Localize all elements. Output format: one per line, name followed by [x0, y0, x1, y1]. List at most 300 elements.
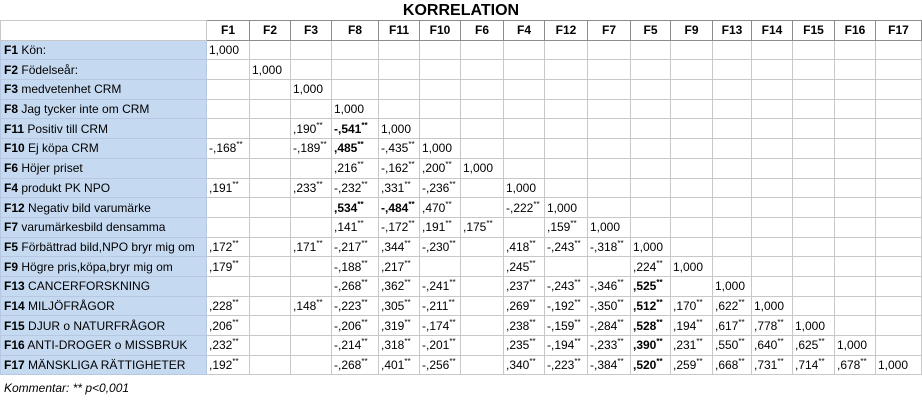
cell-value: ,390 [633, 338, 657, 353]
column-header: F10 [420, 21, 461, 41]
cell-value: 1,000 [463, 161, 494, 176]
table-cell [291, 355, 332, 375]
table-cell [420, 99, 461, 119]
cell-value: 1,000 [506, 180, 537, 195]
table-cell [207, 316, 250, 336]
table-cell [291, 40, 332, 60]
table-cell [545, 80, 588, 100]
row-code: F12 [4, 200, 25, 215]
table-cell [250, 217, 291, 237]
cell-value: ,206 [209, 318, 233, 333]
table-cell [379, 158, 420, 178]
table-cell [793, 276, 835, 296]
table-cell [793, 40, 835, 60]
cell-value: -,168 [209, 141, 237, 156]
significance-marker: ** [738, 357, 745, 367]
row-label [1, 60, 207, 80]
table-cell [793, 316, 835, 336]
table-cell [752, 217, 793, 237]
column-header: F5 [631, 21, 671, 41]
table-cell [713, 237, 752, 257]
cell-value: ,191 [422, 220, 446, 235]
comment-note: Kommentar: ** p<0,001 [4, 381, 130, 395]
table-cell [876, 217, 922, 237]
table-cell [545, 355, 588, 375]
table-cell [332, 119, 379, 139]
cell-value: ,512 [633, 298, 657, 313]
table-cell [379, 257, 420, 277]
cell-value: ,259 [673, 358, 697, 373]
corner-cell [1, 21, 207, 41]
cell-value: ,217 [381, 259, 405, 274]
row-label [1, 40, 207, 60]
row-code: F11 [4, 121, 25, 136]
cell-value: 1,000 [590, 220, 621, 235]
table-cell [588, 139, 631, 159]
significance-marker: ** [486, 219, 493, 229]
table-cell [713, 60, 752, 80]
significance-marker: ** [445, 219, 452, 229]
table-cell [793, 119, 835, 139]
table-cell [671, 119, 713, 139]
table-cell [379, 119, 420, 139]
row-label [1, 198, 207, 218]
column-header: F6 [461, 21, 504, 41]
significance-marker: ** [449, 337, 456, 347]
table-cell [713, 158, 752, 178]
cell-value: -,268 [334, 279, 362, 294]
table-cell [461, 80, 504, 100]
row-text: MILJÖFRÅGOR [28, 298, 115, 313]
significance-marker: ** [236, 140, 243, 150]
table-cell [291, 276, 332, 296]
significance-marker: ** [818, 337, 825, 347]
table-cell [332, 217, 379, 237]
table-cell [671, 355, 713, 375]
table-cell [588, 336, 631, 356]
table-cell [291, 296, 332, 316]
table-cell [461, 336, 504, 356]
table-cell [631, 257, 671, 277]
table-cell [379, 237, 420, 257]
table-cell [420, 355, 461, 375]
table-cell [793, 217, 835, 237]
significance-marker: ** [316, 238, 323, 248]
cell-value: -,223 [547, 358, 575, 373]
row-text: Högre pris,köpa,bryr mig om [21, 259, 173, 274]
table-cell [671, 336, 713, 356]
significance-marker: ** [656, 337, 663, 347]
significance-marker: ** [316, 297, 323, 307]
significance-marker: ** [570, 219, 577, 229]
significance-marker: ** [232, 357, 239, 367]
significance-marker: ** [777, 317, 784, 327]
table-cell [250, 355, 291, 375]
table-cell [545, 296, 588, 316]
table-cell [207, 99, 250, 119]
cell-value: ,485 [334, 141, 358, 156]
cell-value: ,528 [633, 318, 657, 333]
significance-marker: ** [404, 258, 411, 268]
significance-marker: ** [404, 238, 411, 248]
significance-marker: ** [445, 199, 452, 209]
cell-value: ,171 [293, 239, 317, 254]
significance-marker: ** [361, 278, 368, 288]
significance-marker: ** [320, 140, 327, 150]
table-row [1, 336, 922, 356]
cell-value: -,243 [547, 279, 575, 294]
table-cell [207, 198, 250, 218]
cell-value: ,525 [633, 279, 657, 294]
row-code: F15 [4, 318, 25, 333]
table-cell [835, 237, 876, 257]
significance-marker: ** [574, 317, 581, 327]
table-row [1, 119, 922, 139]
significance-marker: ** [361, 120, 368, 130]
table-cell [461, 99, 504, 119]
table-cell [631, 276, 671, 296]
table-cell [671, 40, 713, 60]
cell-value: ,175 [463, 220, 487, 235]
table-cell [504, 60, 545, 80]
table-cell [876, 40, 922, 60]
table-cell [835, 60, 876, 80]
table-cell [504, 80, 545, 100]
table-cell [461, 178, 504, 198]
row-code: F16 [4, 338, 25, 353]
table-cell [291, 198, 332, 218]
row-label [1, 80, 207, 100]
table-cell [713, 40, 752, 60]
significance-marker: ** [361, 337, 368, 347]
table-cell [461, 276, 504, 296]
table-cell [504, 40, 545, 60]
table-cell [461, 316, 504, 336]
row-label [1, 355, 207, 375]
cell-value: 1,000 [878, 358, 909, 373]
cell-value: ,401 [381, 358, 405, 373]
table-cell [752, 119, 793, 139]
table-cell [876, 257, 922, 277]
row-label [1, 276, 207, 296]
table-cell [504, 316, 545, 336]
table-cell [631, 237, 671, 257]
cell-value: ,520 [633, 358, 657, 373]
significance-marker: ** [529, 238, 536, 248]
table-cell [207, 80, 250, 100]
table-cell [876, 80, 922, 100]
cell-value: -,243 [547, 239, 575, 254]
table-cell [545, 257, 588, 277]
table-cell [420, 237, 461, 257]
table-cell [631, 316, 671, 336]
table-cell [793, 178, 835, 198]
table-cell [207, 40, 250, 60]
table-cell [504, 158, 545, 178]
significance-marker: ** [449, 238, 456, 248]
cell-value: ,224 [633, 259, 657, 274]
table-cell [713, 217, 752, 237]
table-cell [671, 237, 713, 257]
cell-value: -,192 [547, 298, 575, 313]
significance-marker: ** [738, 297, 745, 307]
table-row [1, 178, 922, 198]
table-cell [545, 217, 588, 237]
significance-marker: ** [357, 140, 364, 150]
table-cell [207, 257, 250, 277]
table-cell [793, 60, 835, 80]
row-label [1, 139, 207, 159]
row-code: F2 [4, 62, 19, 77]
table-row [1, 296, 922, 316]
table-cell [291, 217, 332, 237]
table-cell [332, 316, 379, 336]
table-cell [588, 316, 631, 336]
table-cell [250, 99, 291, 119]
table-cell [671, 217, 713, 237]
table-cell [876, 178, 922, 198]
table-cell [420, 80, 461, 100]
table-cell [207, 237, 250, 257]
row-label [1, 99, 207, 119]
table-cell [588, 119, 631, 139]
significance-marker: ** [445, 160, 452, 170]
table-cell [835, 257, 876, 277]
column-header: F9 [671, 21, 713, 41]
cell-value: 1,000 [422, 141, 453, 156]
table-cell [631, 139, 671, 159]
cell-value: -,233 [590, 338, 618, 353]
row-code: F6 [4, 161, 19, 176]
cell-value: -,159 [547, 318, 575, 333]
table-cell [250, 80, 291, 100]
cell-value: -,484 [381, 200, 409, 215]
column-header: F16 [835, 21, 876, 41]
table-row [1, 355, 922, 375]
significance-marker: ** [696, 317, 703, 327]
table-cell [504, 336, 545, 356]
cell-value: ,245 [506, 259, 530, 274]
table-cell [671, 80, 713, 100]
table-row [1, 139, 922, 159]
table-cell [545, 237, 588, 257]
row-text: Jag tycker inte om CRM [21, 102, 150, 117]
cell-value: 1,000 [252, 62, 283, 77]
table-cell [631, 80, 671, 100]
significance-marker: ** [357, 219, 364, 229]
table-cell [332, 139, 379, 159]
row-text: Höjer priset [21, 161, 83, 176]
cell-value: 1,000 [293, 82, 324, 97]
cell-value: ,470 [422, 200, 446, 215]
significance-marker: ** [738, 337, 745, 347]
row-text: Positiv till CRM [27, 121, 109, 136]
cell-value: -,350 [590, 298, 618, 313]
column-header: F2 [250, 21, 291, 41]
row-code: F10 [4, 141, 25, 156]
table-cell [588, 178, 631, 198]
significance-marker: ** [617, 357, 624, 367]
cell-value: -,223 [334, 298, 362, 313]
table-cell [250, 257, 291, 277]
significance-marker: ** [408, 140, 415, 150]
table-cell [835, 296, 876, 316]
table-cell [207, 336, 250, 356]
table-cell [631, 178, 671, 198]
table-cell [752, 296, 793, 316]
row-label [1, 158, 207, 178]
row-label [1, 217, 207, 237]
table-cell [332, 276, 379, 296]
table-cell [379, 355, 420, 375]
table-cell [752, 80, 793, 100]
table-cell [504, 276, 545, 296]
table-cell [504, 355, 545, 375]
row-label [1, 119, 207, 139]
table-cell [250, 60, 291, 80]
significance-marker: ** [404, 357, 411, 367]
table-cell [588, 40, 631, 60]
row-code: F13 [4, 279, 25, 294]
table-cell [420, 316, 461, 336]
table-cell [207, 158, 250, 178]
table-cell [588, 158, 631, 178]
table-cell [835, 40, 876, 60]
table-cell [671, 60, 713, 80]
significance-marker: ** [696, 357, 703, 367]
table-cell [332, 178, 379, 198]
table-cell [332, 40, 379, 60]
row-text: medvetenhet CRM [21, 82, 122, 97]
cell-value: ,418 [506, 239, 530, 254]
cell-value: ,235 [506, 338, 530, 353]
table-cell [793, 139, 835, 159]
table-cell [713, 139, 752, 159]
row-text: MÄNSKLIGA RÄTTIGHETER [28, 358, 186, 373]
table-cell [876, 60, 922, 80]
table-cell [713, 178, 752, 198]
table-cell [250, 119, 291, 139]
cell-value: -,174 [422, 318, 450, 333]
table-cell [835, 178, 876, 198]
row-code: F9 [4, 259, 19, 274]
table-cell [588, 80, 631, 100]
cell-value: ,678 [837, 358, 861, 373]
cell-value: -,541 [334, 121, 362, 136]
significance-marker: ** [696, 337, 703, 347]
cell-value: ,233 [293, 180, 317, 195]
table-cell [631, 40, 671, 60]
table-cell [671, 158, 713, 178]
row-label [1, 296, 207, 316]
cell-value: ,344 [381, 239, 405, 254]
column-header: F4 [504, 21, 545, 41]
significance-marker: ** [656, 278, 663, 288]
cell-value: ,340 [506, 358, 530, 373]
cell-value: ,192 [209, 358, 233, 373]
table-cell [291, 237, 332, 257]
cell-value: -,318 [590, 239, 618, 254]
significance-marker: ** [449, 278, 456, 288]
significance-marker: ** [617, 337, 624, 347]
table-cell [420, 60, 461, 80]
table-cell [713, 119, 752, 139]
significance-marker: ** [404, 317, 411, 327]
table-cell [461, 40, 504, 60]
significance-marker: ** [408, 219, 415, 229]
significance-marker: ** [617, 238, 624, 248]
row-code: F1 [4, 43, 19, 58]
significance-marker: ** [574, 238, 581, 248]
column-header: F11 [379, 21, 420, 41]
cell-value: ,200 [422, 161, 446, 176]
table-cell [420, 119, 461, 139]
table-cell [835, 139, 876, 159]
table-cell [835, 99, 876, 119]
table-cell [291, 257, 332, 277]
table-cell [420, 296, 461, 316]
table-row [1, 237, 922, 257]
table-cell [420, 276, 461, 296]
table-cell [631, 60, 671, 80]
column-header: F7 [588, 21, 631, 41]
cell-value: -,236 [422, 180, 450, 195]
cell-value: ,194 [673, 318, 697, 333]
column-header: F15 [793, 21, 835, 41]
table-cell [671, 198, 713, 218]
table-cell [588, 237, 631, 257]
row-code: F4 [4, 180, 19, 195]
cell-value: -,217 [334, 239, 362, 254]
table-cell [713, 257, 752, 277]
significance-marker: ** [357, 199, 364, 209]
table-cell [332, 296, 379, 316]
table-cell [752, 40, 793, 60]
table-cell [504, 99, 545, 119]
row-label [1, 316, 207, 336]
cell-value: ,237 [506, 279, 530, 294]
table-cell [588, 60, 631, 80]
table-cell [835, 158, 876, 178]
significance-marker: ** [232, 297, 239, 307]
row-label [1, 237, 207, 257]
cell-value: ,305 [381, 298, 405, 313]
table-cell [752, 355, 793, 375]
table-cell [876, 237, 922, 257]
cell-value: ,172 [209, 239, 233, 254]
table-cell [588, 99, 631, 119]
table-cell [671, 296, 713, 316]
table-cell [876, 296, 922, 316]
table-cell [545, 60, 588, 80]
table-cell [835, 316, 876, 336]
cell-value: -,189 [293, 141, 321, 156]
significance-marker: ** [574, 337, 581, 347]
cell-value: -,172 [381, 220, 409, 235]
cell-value: 1,000 [795, 318, 826, 333]
cell-value: ,534 [334, 200, 358, 215]
column-header: F1 [207, 21, 250, 41]
table-row [1, 316, 922, 336]
cell-value: ,625 [795, 338, 819, 353]
row-text: Kön: [21, 43, 47, 58]
significance-marker: ** [361, 357, 368, 367]
row-text: DJUR o NATURFRÅGOR [28, 318, 166, 333]
table-cell [671, 316, 713, 336]
significance-marker: ** [408, 160, 415, 170]
table-cell [379, 80, 420, 100]
table-cell [752, 99, 793, 119]
